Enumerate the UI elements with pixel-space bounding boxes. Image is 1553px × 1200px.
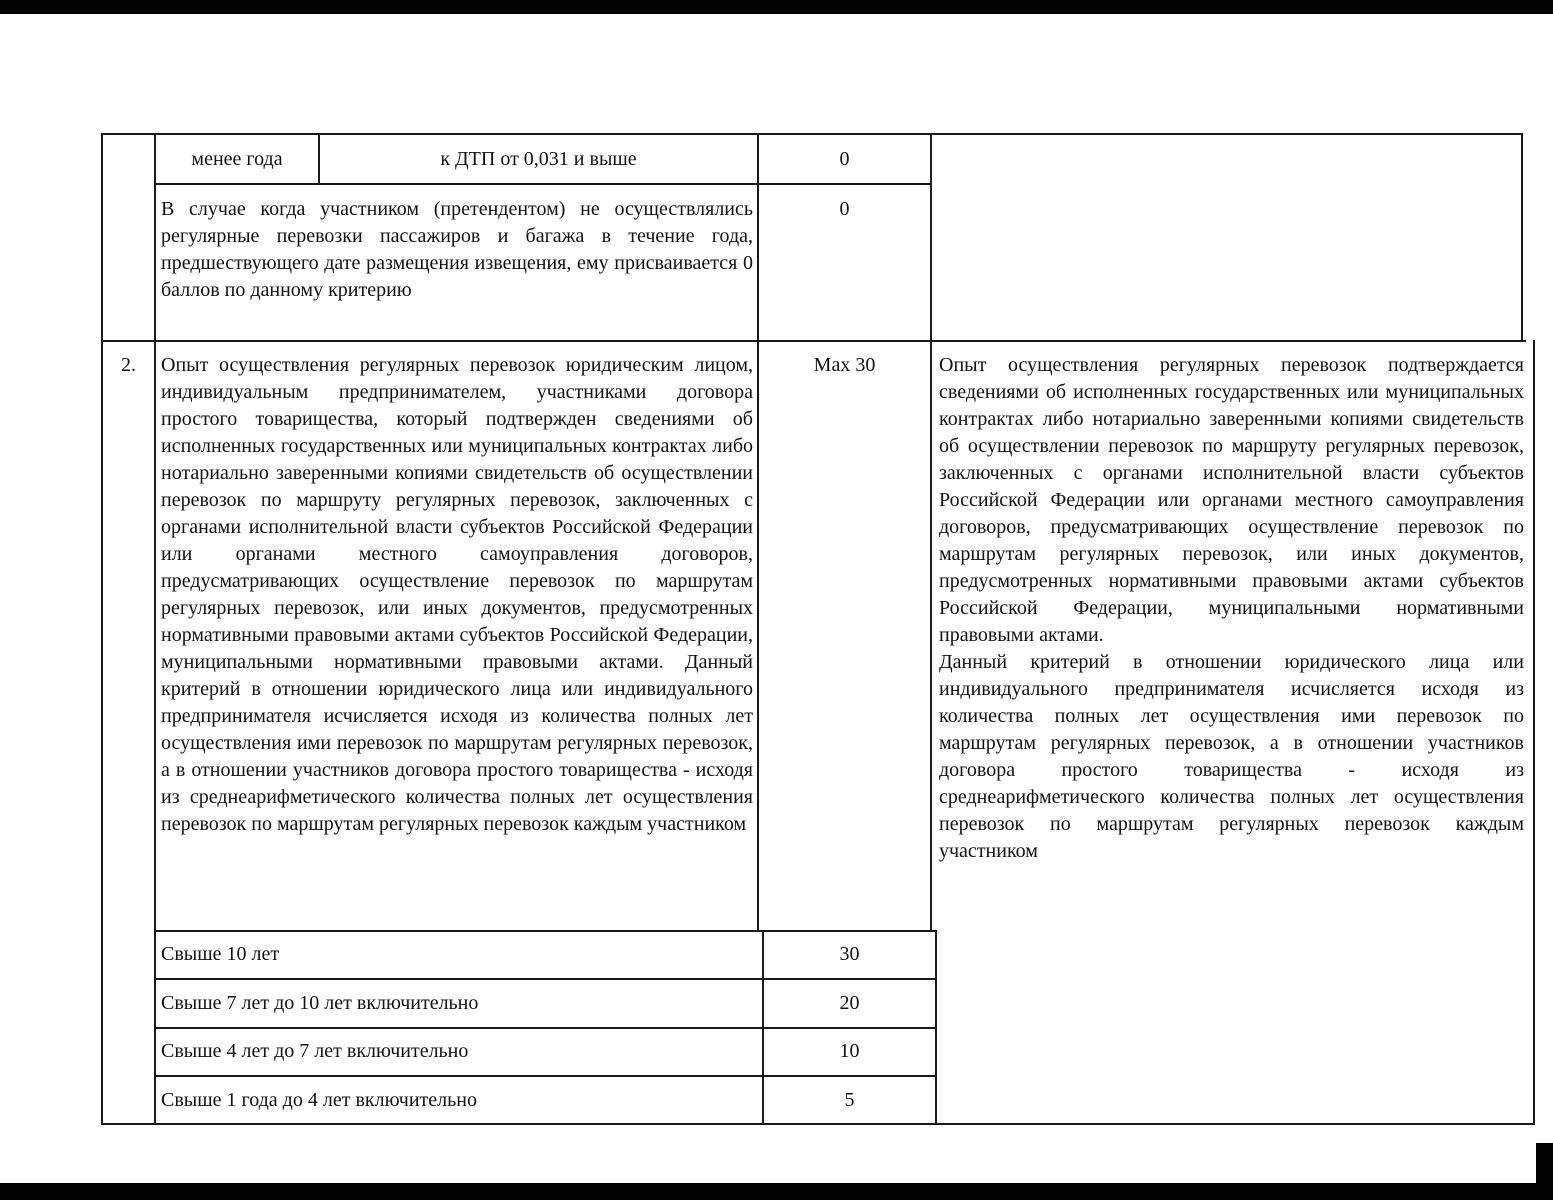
sub-row-label: Свыше 1 года до 4 лет включительно	[161, 1089, 477, 1111]
max-score-cell: Max 30	[813, 354, 876, 376]
sub-row-label: Свыше 4 лет до 7 лет включительно	[161, 1040, 469, 1062]
note-cell: В случае когда участником (претендентом) не осуществлялись регулярные перевозки пассажиров и багажа в течение года, предшествующего дате размещения извещения, ему присваивается 0 баллов по данному критерию	[161, 198, 753, 301]
table-rule	[1521, 133, 1523, 341]
table-rule	[101, 133, 103, 1125]
table-rule	[757, 133, 759, 931]
table-rule	[930, 133, 932, 931]
table-rule	[935, 930, 937, 1125]
table-rule	[154, 978, 936, 980]
table-rule	[102, 133, 1523, 135]
description-paragraph: Данный критерий в отношении юридического лица или индивидуального предпринимателя исчисляется исходя из количества полных лет осуществления ими перевозок по маршрутам регулярных перевозок, а в отношении участников договора простого товарищества - исходя из среднеарифметического количества полных лет осуществления перевозок по маршрутам регулярных перевозок каждым участником	[939, 651, 1524, 862]
score-cell: 0	[839, 148, 850, 170]
score-cell: 0	[839, 198, 850, 220]
sub-row-label: Свыше 7 лет до 10 лет включительно	[161, 992, 479, 1014]
condition-cell: к ДТП от 0,031 и выше	[440, 148, 637, 170]
description-paragraph: Опыт осуществления регулярных перевозок подтверждается сведениями об исполненных государственных или муниципальных контрактах либо нотариально заверенными копиями свидетельств об осуществлении перевозок по маршруту регулярных перевозок, заключенных с органами исполнительной власти субъектов Российской Федерации или органами местного самоуправления договоров, предусматривающих осуществление перевозок по маршрутам регулярных перевозок, или иных документов, предусмотренных нормативными правовыми актами субъектов Российской Федерации, муниципальными нормативными правовыми актами.	[939, 354, 1524, 646]
sub-row-score: 10	[839, 1040, 860, 1062]
table-rule	[154, 183, 930, 185]
sub-row-score: 5	[844, 1089, 855, 1111]
table-rule	[154, 1027, 936, 1029]
period-cell: менее года	[191, 148, 283, 170]
criterion-cell: Опыт осуществления регулярных перевозок юридическим лицом, индивидуальным предпринимателем, участниками договора простого товарищества, который подтвержден сведениями об исполненных государственных или муниципальных контрактах либо нотариально заверенными копиями свидетельств об осуществлении перевозок по маршруту регулярных перевозок, заключенных с органами исполнительной власти субъектов Российской Федерации или органами местного самоуправления договоров, предусматривающих осуществление перевозок по маршрутам регулярных перевозок, или иных документов, предусмотренных нормативными правовыми актами субъектов Российской Федерации, муниципальными нормативными правовыми актами. Данный критерий в отношении юридического лица или индивидуального предпринимателя исчисляется исходя из количества полных лет осуществления ими перевозок по маршрутам регулярных перевозок, а в отношении участников договора простого товарищества - исходя из среднеарифметического количества полных лет осуществления перевозок по маршрутам регулярных перевозок каждым участником	[161, 354, 753, 835]
table-rule	[154, 1075, 936, 1077]
table-rule	[102, 340, 1526, 342]
sub-row-score: 30	[839, 943, 860, 965]
scan-border-corner	[1536, 1143, 1553, 1183]
description-cell	[939, 352, 1524, 865]
sub-row-score: 20	[839, 992, 860, 1014]
table-rule	[101, 1123, 1535, 1125]
scan-border-top	[0, 0, 1553, 14]
row-number: 2.	[121, 354, 136, 376]
table-rule	[154, 930, 936, 932]
table-rule	[1533, 340, 1535, 1125]
table-rule	[154, 133, 156, 1125]
scan-border-bottom	[0, 1183, 1553, 1200]
sub-row-label: Свыше 10 лет	[161, 943, 280, 965]
